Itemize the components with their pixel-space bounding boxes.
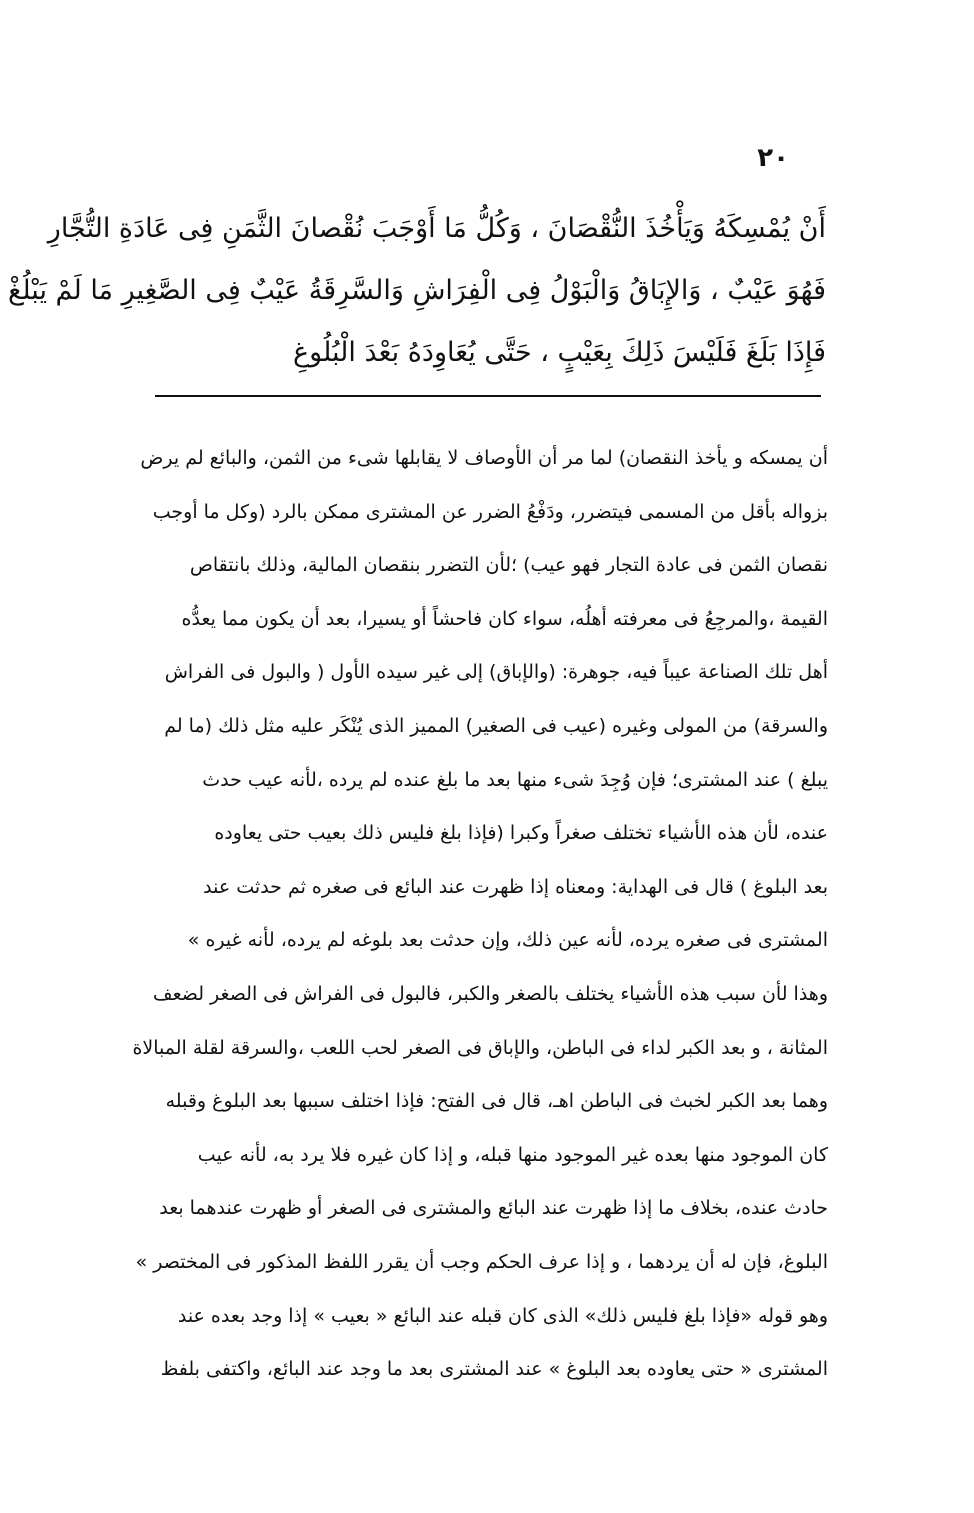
page-number: ٢٠ [757, 143, 789, 173]
commentary-line: المثانة ، و بعد الكبر لداء فى الباطن، والإباق فى الصغر لحب اللعب ،والسرقة لقلة المبالاة [132, 1036, 828, 1059]
commentary-line: القيمة ،والمرجِعُ فى معرفته أهلُه، سواء كان فاحشاً أو يسيرا، بعد أن يكون مما يعدُّه [181, 607, 828, 630]
main-text-line: أَنْ يُمْسِكَهُ وَيَأْخُذَ النُّقْصَانَ ، وَكُلُّ مَا أَوْجَبَ نُقْصانَ الثَّمَنِ فِى عَادَةِ التُّجَّارِ [47, 213, 826, 244]
main-text-line: فَإِذَا بَلَغَ فَلَيْسَ ذَلِكَ بِعَيْبٍ ، حَتَّى يُعَاوِدَهُ بَعْدَ الْبُلُوغِ [293, 337, 826, 368]
commentary-line: وهذا لأن سبب هذه الأشياء يختلف بالصغر والكبر، فالبول فى الفراش فى الصغر لضعف [152, 982, 828, 1005]
commentary-line: بزواله بأقل من المسمى فيتضرر، ودَفْعُ الضرر عن المشترى ممكن بالرد (وكل ما أوجب [152, 500, 828, 523]
commentary-line: بعد البلوغ ) قال فى الهداية: ومعناه إذا ظهرت عند البائع فى صغره ثم حدثت عند [203, 875, 828, 898]
commentary-line: نقصان الثمن فى عادة التجار فهو عيب) ؛لأن التضرر بنقصان المالية، وذلك بانتقاص [189, 554, 828, 577]
main-text-block [7, 198, 826, 384]
commentary-line: المشترى فى صغره يرده، لأنه عين ذلك، وإن حدثت بعد بلوغه لم يرده، لأنه غيره » [187, 929, 828, 952]
commentary-line: وهما بعد الكبر لخبث فى الباطن اهـ، قال فى الفتح: فإذا اختلف سببها بعد البلوغ وقبله [165, 1090, 828, 1113]
commentary-line: كان الموجود منها بعده غير الموجود منها قبله، و إذا كان غيره فلا يرد به، لأنه عيب [197, 1143, 828, 1166]
commentary-line: والسرقة) من المولى وغيره (عيب فى الصغير) المميز الذى يُنْكَر عليه مثل ذلك (ما لم [164, 714, 828, 737]
commentary-line: عنده، لأن هذه الأشياء تختلف صغراً وكبرا (فإذا بلغ فليس ذلك بعيب حتى يعاوده [214, 822, 828, 845]
commentary-line: أهل تلك الصناعة عيباً فيه، جوهرة: (والإباق) إلى غير سيده الأول ( والبول فى الفراش [164, 661, 828, 684]
commentary-line: البلوغ، فإن له أن يردهما ، و إذا عرف الحكم وجب أن يقرر اللفظ المذكور فى المختصر » [135, 1250, 828, 1273]
commentary-line: يبلغ ) عند المشترى؛ فإن وُجِدَ شىء منها بعد ما بلغ عنده لم يرده ،لأنه عيب حدث [202, 768, 828, 791]
commentary-line: حادث عنده، بخلاف ما إذا ظهرت عند البائع والمشترى فى الصغر أو ظهرت عندهما بعد [159, 1197, 828, 1220]
commentary-line: أن يمسكه و يأخذ النقصان) لما مر أن الأوصاف لا يقابلها شىء من الثمن، والبائع لم يرض [140, 447, 828, 469]
commentary-line: المشترى « حتى يعاوده بعد البلوغ » عند المشترى بعد ما وجد عند البائع، واكتفى بلفظ [160, 1358, 828, 1381]
section-divider [155, 395, 821, 397]
commentary-block [132, 432, 828, 1397]
commentary-line: وهو قوله «فإذا بلغ فليس ذلك» الذى كان قبله عند البائع « بعيب » إذا وجد بعده عند [177, 1304, 828, 1327]
main-text-line: فَهُوَ عَيْبٌ ، وَالإِبَاقُ وَالْبَوْلُ فِى الْفِرَاشِ وَالسَّرِقَةُ عَيْبٌ فِى الصَّغِيرِ مَا لَمْ يَبْلُغْ [7, 275, 826, 306]
